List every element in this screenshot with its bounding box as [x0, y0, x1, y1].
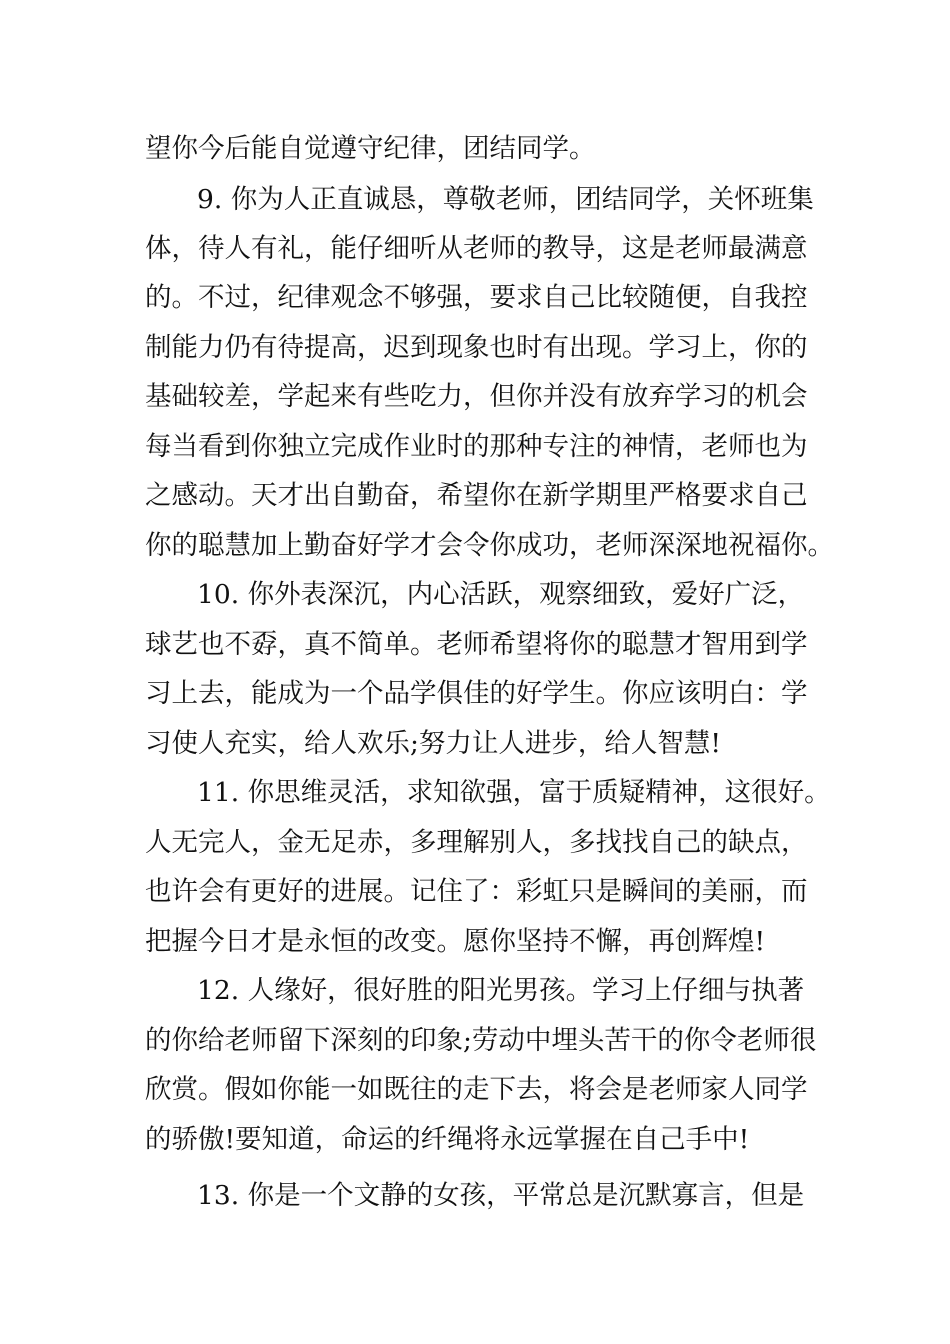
text-line: 习使人充实，给人欢乐;努力让人进步，给人智慧!	[145, 728, 722, 759]
text-line: 的。不过，纪律观念不够强，要求自己比较随便，自我控	[145, 282, 808, 313]
text-line: 制能力仍有待提高，迟到现象也时有出现。学习上，你的	[145, 332, 808, 363]
text-line: 你的聪慧加上勤奋好学才会令你成功，老师深深地祝福你。	[145, 530, 834, 561]
text-line: 也许会有更好的进展。记住了：彩虹只是瞬间的美丽，而	[145, 876, 808, 907]
text-line: 人无完人，金无足赤，多理解别人，多找找自己的缺点，	[145, 827, 808, 858]
text-line: 体，待人有礼，能仔细听从老师的教导，这是老师最满意	[145, 233, 808, 264]
text-line: 习上去，能成为一个品学俱佳的好学生。你应该明白：学	[145, 678, 808, 709]
text-line: 每当看到你独立完成作业时的那种专注的神情，老师也为	[145, 431, 808, 462]
text-line: 欣赏。假如你能一如既往的走下去，将会是老师家人同学	[145, 1074, 808, 1105]
paragraph-13-first-line: 13. 你是一个文静的女孩，平常总是沉默寡言，但是	[197, 1180, 805, 1211]
text-line: 把握今日才是永恒的改变。愿你坚持不懈，再创辉煌!	[145, 926, 766, 957]
paragraph-9-first-line: 9. 你为人正直诚恳，尊敬老师，团结同学，关怀班集	[197, 184, 814, 215]
text-line: 之感动。天才出自勤奋，希望你在新学期里严格要求自己	[145, 480, 808, 511]
text-line: 基础较差，学起来有些吃力，但你并没有放弃学习的机会	[145, 381, 808, 412]
paragraph-11-first-line: 11. 你思维灵活，求知欲强，富于质疑精神，这很好。	[197, 777, 831, 808]
paragraph-10-first-line: 10. 你外表深沉，内心活跃，观察细致，爱好广泛，	[197, 579, 805, 610]
text-line: 望你今后能自觉遵守纪律，团结同学。	[145, 133, 596, 164]
text-line: 的你给老师留下深刻的印象;劳动中埋头苦干的你令老师很	[145, 1025, 817, 1056]
paragraph-12-first-line: 12. 人缘好，很好胜的阳光男孩。学习上仔细与执著	[197, 975, 805, 1006]
text-line: 的骄傲!要知道，命运的纤绳将永远掌握在自己手中!	[145, 1124, 750, 1155]
text-line: 球艺也不孬，真不简单。老师希望将你的聪慧才智用到学	[145, 629, 808, 660]
